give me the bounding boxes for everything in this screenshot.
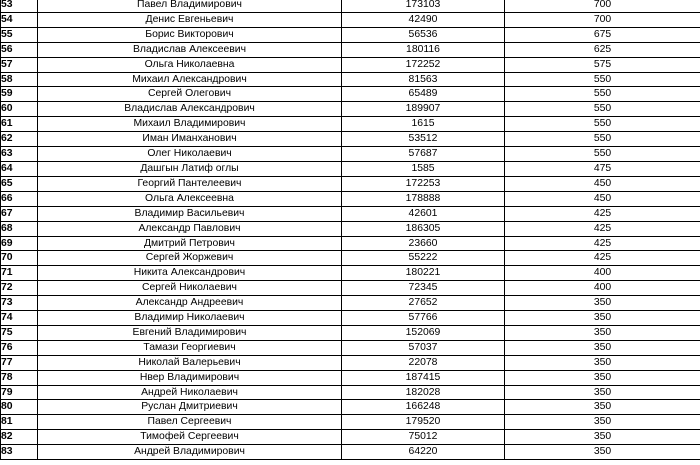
id-cell[interactable]: 64220 [342,445,505,460]
table-row[interactable] [1,355,700,370]
name-cell[interactable]: Михаил Александрович [38,72,342,87]
id-cell[interactable]: 65489 [342,87,505,102]
table-row[interactable] [1,281,700,296]
score-cell[interactable]: 350 [505,311,700,326]
name-cell[interactable]: Николай Валерьевич [38,355,342,370]
table-row[interactable] [1,430,700,445]
name-cell[interactable]: Нвер Владимирович [38,370,342,385]
score-cell[interactable]: 700 [505,0,700,12]
score-cell[interactable]: 350 [505,325,700,340]
table-row[interactable] [1,445,700,460]
score-cell[interactable]: 625 [505,42,700,57]
id-cell[interactable]: 178888 [342,191,505,206]
id-cell[interactable]: 42490 [342,12,505,27]
score-cell[interactable]: 475 [505,161,700,176]
score-cell[interactable]: 550 [505,72,700,87]
row-number-cell[interactable]: 56 [1,42,38,57]
table-row[interactable] [1,370,700,385]
row-number-cell[interactable]: 79 [1,385,38,400]
row-number-cell[interactable]: 60 [1,102,38,117]
row-number-cell[interactable]: 53 [1,0,38,12]
id-cell[interactable]: 57687 [342,147,505,162]
row-number-cell[interactable]: 55 [1,27,38,42]
id-cell[interactable]: 179520 [342,415,505,430]
table-row[interactable] [1,87,700,102]
name-cell[interactable]: Александр Павлович [38,221,342,236]
name-cell[interactable]: Ольга Николаевна [38,57,342,72]
row-number-cell[interactable]: 83 [1,445,38,460]
score-cell[interactable]: 350 [505,445,700,460]
name-cell[interactable]: Георгий Пантелеевич [38,176,342,191]
row-number-cell[interactable]: 81 [1,415,38,430]
name-cell[interactable]: Сергей Николаевич [38,281,342,296]
row-number-cell[interactable]: 57 [1,57,38,72]
table-row[interactable] [1,251,700,266]
row-number-cell[interactable]: 67 [1,206,38,221]
id-cell[interactable]: 81563 [342,72,505,87]
score-cell[interactable]: 550 [505,132,700,147]
table-row[interactable] [1,400,700,415]
name-cell[interactable]: Евгений Владимирович [38,325,342,340]
row-number-cell[interactable]: 82 [1,430,38,445]
row-number-cell[interactable]: 74 [1,311,38,326]
id-cell[interactable]: 187415 [342,370,505,385]
score-cell[interactable]: 575 [505,57,700,72]
name-cell[interactable]: Тамази Георгиевич [38,340,342,355]
score-cell[interactable]: 400 [505,266,700,281]
id-cell[interactable]: 152069 [342,325,505,340]
table-row[interactable] [1,221,700,236]
name-cell[interactable]: Михаил Владимирович [38,117,342,132]
id-cell[interactable]: 172253 [342,176,505,191]
id-cell[interactable]: 57037 [342,340,505,355]
score-cell[interactable]: 350 [505,400,700,415]
score-cell[interactable]: 550 [505,147,700,162]
table-row[interactable] [1,147,700,162]
table-row[interactable] [1,102,700,117]
id-cell[interactable]: 27652 [342,296,505,311]
score-cell[interactable]: 425 [505,206,700,221]
table-row[interactable] [1,42,700,57]
table-row[interactable] [1,340,700,355]
row-number-cell[interactable]: 76 [1,340,38,355]
name-cell[interactable]: Тимофей Сергеевич [38,430,342,445]
row-number-cell[interactable]: 66 [1,191,38,206]
name-cell[interactable]: Дмитрий Петрович [38,236,342,251]
name-cell[interactable]: Андрей Владимирович [38,445,342,460]
table-row[interactable] [1,0,700,12]
score-cell[interactable]: 550 [505,87,700,102]
table-row[interactable] [1,72,700,87]
name-cell[interactable]: Владислав Александрович [38,102,342,117]
score-cell[interactable]: 350 [505,340,700,355]
row-number-cell[interactable]: 62 [1,132,38,147]
score-cell[interactable]: 350 [505,430,700,445]
name-cell[interactable]: Никита Александрович [38,266,342,281]
id-cell[interactable]: 189907 [342,102,505,117]
id-cell[interactable]: 72345 [342,281,505,296]
table-row[interactable] [1,311,700,326]
table-row[interactable] [1,206,700,221]
row-number-cell[interactable]: 70 [1,251,38,266]
row-number-cell[interactable]: 58 [1,72,38,87]
table-row[interactable] [1,325,700,340]
id-cell[interactable]: 1615 [342,117,505,132]
score-cell[interactable]: 350 [505,370,700,385]
id-cell[interactable]: 53512 [342,132,505,147]
name-cell[interactable]: Олег Николаевич [38,147,342,162]
row-number-cell[interactable]: 75 [1,325,38,340]
results-table-body [1,0,700,460]
table-row[interactable] [1,191,700,206]
name-cell[interactable]: Павел Сергеевич [38,415,342,430]
table-row[interactable] [1,161,700,176]
score-cell[interactable]: 350 [505,355,700,370]
table-row[interactable] [1,27,700,42]
id-cell[interactable]: 23660 [342,236,505,251]
score-cell[interactable]: 400 [505,281,700,296]
table-row[interactable] [1,12,700,27]
name-cell[interactable]: Сергей Жоржевич [38,251,342,266]
score-cell[interactable]: 675 [505,27,700,42]
id-cell[interactable]: 22078 [342,355,505,370]
id-cell[interactable]: 182028 [342,385,505,400]
score-cell[interactable]: 550 [505,102,700,117]
row-number-cell[interactable]: 80 [1,400,38,415]
row-number-cell[interactable]: 73 [1,296,38,311]
row-number-cell[interactable]: 69 [1,236,38,251]
score-cell[interactable]: 425 [505,221,700,236]
id-cell[interactable]: 42601 [342,206,505,221]
row-number-cell[interactable]: 61 [1,117,38,132]
score-cell[interactable]: 425 [505,251,700,266]
row-number-cell[interactable]: 65 [1,176,38,191]
score-cell[interactable]: 425 [505,236,700,251]
table-row[interactable] [1,117,700,132]
name-cell[interactable]: Андрей Николаевич [38,385,342,400]
name-cell[interactable]: Владимир Николаевич [38,311,342,326]
id-cell[interactable]: 180221 [342,266,505,281]
table-row[interactable] [1,385,700,400]
row-number-cell[interactable]: 64 [1,161,38,176]
table-row[interactable] [1,132,700,147]
name-cell[interactable]: Дашгын Латиф оглы [38,161,342,176]
table-row[interactable] [1,176,700,191]
row-number-cell[interactable]: 68 [1,221,38,236]
id-cell[interactable]: 186305 [342,221,505,236]
id-cell[interactable]: 56536 [342,27,505,42]
table-row[interactable] [1,236,700,251]
table-row[interactable] [1,266,700,281]
row-number-cell[interactable]: 63 [1,147,38,162]
id-cell[interactable]: 180116 [342,42,505,57]
id-cell[interactable]: 173103 [342,0,505,12]
score-cell[interactable]: 550 [505,117,700,132]
id-cell[interactable]: 166248 [342,400,505,415]
id-cell[interactable]: 75012 [342,430,505,445]
score-cell[interactable]: 700 [505,12,700,27]
id-cell[interactable]: 1585 [342,161,505,176]
row-number-cell[interactable]: 78 [1,370,38,385]
id-cell[interactable]: 57766 [342,311,505,326]
table-row[interactable] [1,296,700,311]
score-cell[interactable]: 350 [505,385,700,400]
name-cell[interactable]: Борис Викторович [38,27,342,42]
row-number-cell[interactable]: 71 [1,266,38,281]
id-cell[interactable]: 55222 [342,251,505,266]
row-number-cell[interactable]: 72 [1,281,38,296]
name-cell[interactable]: Иман Иманханович [38,132,342,147]
table-row[interactable] [1,415,700,430]
name-cell[interactable]: Павел Владимирович [38,0,342,12]
name-cell[interactable]: Владимир Васильевич [38,206,342,221]
row-number-cell[interactable]: 59 [1,87,38,102]
name-cell[interactable]: Ольга Алексеевна [38,191,342,206]
name-cell[interactable]: Сергей Олегович [38,87,342,102]
score-cell[interactable]: 350 [505,415,700,430]
name-cell[interactable]: Александр Андреевич [38,296,342,311]
row-number-cell[interactable]: 54 [1,12,38,27]
name-cell[interactable]: Денис Евгеньевич [38,12,342,27]
id-cell[interactable]: 172252 [342,57,505,72]
name-cell[interactable]: Владислав Алексеевич [38,42,342,57]
row-number-cell[interactable]: 77 [1,355,38,370]
name-cell[interactable]: Руслан Дмитриевич [38,400,342,415]
score-cell[interactable]: 450 [505,176,700,191]
table-row[interactable] [1,57,700,72]
score-cell[interactable]: 350 [505,296,700,311]
score-cell[interactable]: 450 [505,191,700,206]
